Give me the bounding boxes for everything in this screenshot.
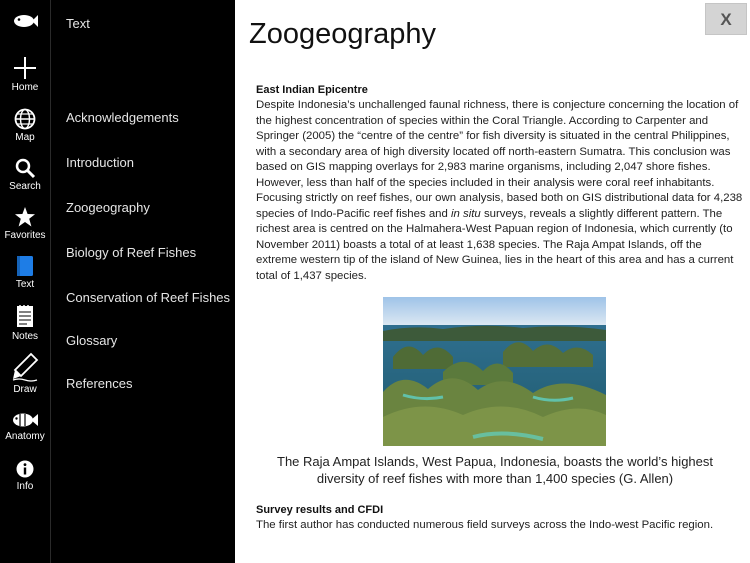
- toc-item-introduction[interactable]: Introduction: [66, 155, 134, 170]
- rail-label-anatomy: Anatomy: [5, 431, 45, 442]
- raja-ampat-photo: [383, 297, 606, 446]
- notepad-icon: [14, 303, 36, 329]
- rail-item-search[interactable]: [0, 157, 50, 192]
- content-panel: [235, 0, 750, 563]
- section2-body: The first author has conducted numerous field surveys across the Indo-west Pacific region.: [256, 519, 714, 531]
- plus-icon: [12, 56, 38, 80]
- close-button[interactable]: X: [705, 3, 747, 35]
- rail-label-search: Search: [9, 181, 41, 192]
- rail-item-text[interactable]: [0, 255, 50, 290]
- rail-label-text: Text: [15, 279, 35, 290]
- rail-item-info[interactable]: [0, 459, 50, 492]
- search-icon: [14, 157, 36, 179]
- rail-item-favorites[interactable]: [0, 206, 50, 241]
- info-icon: [15, 459, 35, 479]
- rail-item-home[interactable]: [0, 56, 50, 93]
- section2-heading: Survey results and CFDI: [256, 504, 384, 516]
- pencil-icon: [11, 352, 39, 382]
- toc-item-acknowledgements[interactable]: Acknowledgements: [66, 110, 179, 125]
- toc-item-glossary[interactable]: Glossary: [66, 333, 118, 348]
- rail-item-notes[interactable]: [0, 303, 50, 342]
- rail-item-draw[interactable]: [0, 352, 50, 395]
- rail-label-draw: Draw: [13, 384, 37, 395]
- body-text-1: Despite Indonesia’s unchallenged faunal richness, there is conjecture concerning the location of the highest concentration of species within the Coral Triangle. According to Carpenter and Springer (2005) the “centre of the centre” for fish diversity is situated in the central Philippines, with a secondary area of high diversity located off north-eastern Sumatra. This conclusion was based on GIS mapping overlays for 2,983 marine organisms, including 2,047 shore fishes. However, less than half of the species included in their analysis were coral reef inhabitants. Focusing strictly on reef fishes, our own analysis, based both on GIS distributional data for 4,238 species of Indo-Pacific reef fishes and: [256, 99, 743, 220]
- fish-anatomy-icon: [11, 411, 39, 429]
- book-icon: [15, 255, 35, 277]
- star-icon: [14, 206, 36, 228]
- rail-item-anatomy[interactable]: [0, 411, 50, 442]
- rail-label-notes: Notes: [11, 331, 39, 342]
- toc-header: Text: [66, 16, 90, 31]
- fish-logo-button[interactable]: [0, 10, 50, 34]
- toc-item-zoogeography[interactable]: Zoogeography: [66, 200, 150, 215]
- rail-label-favorites: Favorites: [4, 230, 46, 241]
- section-body: [256, 98, 744, 284]
- toc-panel: [51, 0, 235, 563]
- globe-icon: [13, 108, 37, 130]
- body-text-italic: in situ: [451, 207, 481, 220]
- rail-label-map: Map: [15, 132, 35, 143]
- rail-label-info: Info: [16, 481, 34, 492]
- fish-logo-icon: [11, 10, 39, 32]
- rail-item-map[interactable]: [0, 108, 50, 143]
- icon-rail: [0, 0, 51, 563]
- toc-item-references[interactable]: References: [66, 376, 133, 391]
- photo-caption: The Raja Ampat Islands, West Papua, Indonesia, boasts the world’s highest diversity of reef fishes with more than 1,400 species (G. Allen): [277, 454, 713, 486]
- toc-item-biology[interactable]: Biology of Reef Fishes: [66, 245, 197, 260]
- body-text-2: surveys, reveals a slightly different pattern. The richest area is centred on the Halmahera-West Papuan region of Indonesia, which currently (to November 2011) boasts a total of at least 1,638 species. The Raja Ampat Islands, off the extreme western tip of the island of New Guinea, lies in the heart of this area and has a current total of 1,437 species.: [256, 207, 734, 282]
- toc-item-conservation[interactable]: Conservation of Reef Fishes: [66, 290, 231, 305]
- page-title: Zoogeography: [249, 18, 437, 50]
- rail-label-home: Home: [11, 82, 39, 93]
- section-heading: East Indian Epicentre: [256, 84, 368, 96]
